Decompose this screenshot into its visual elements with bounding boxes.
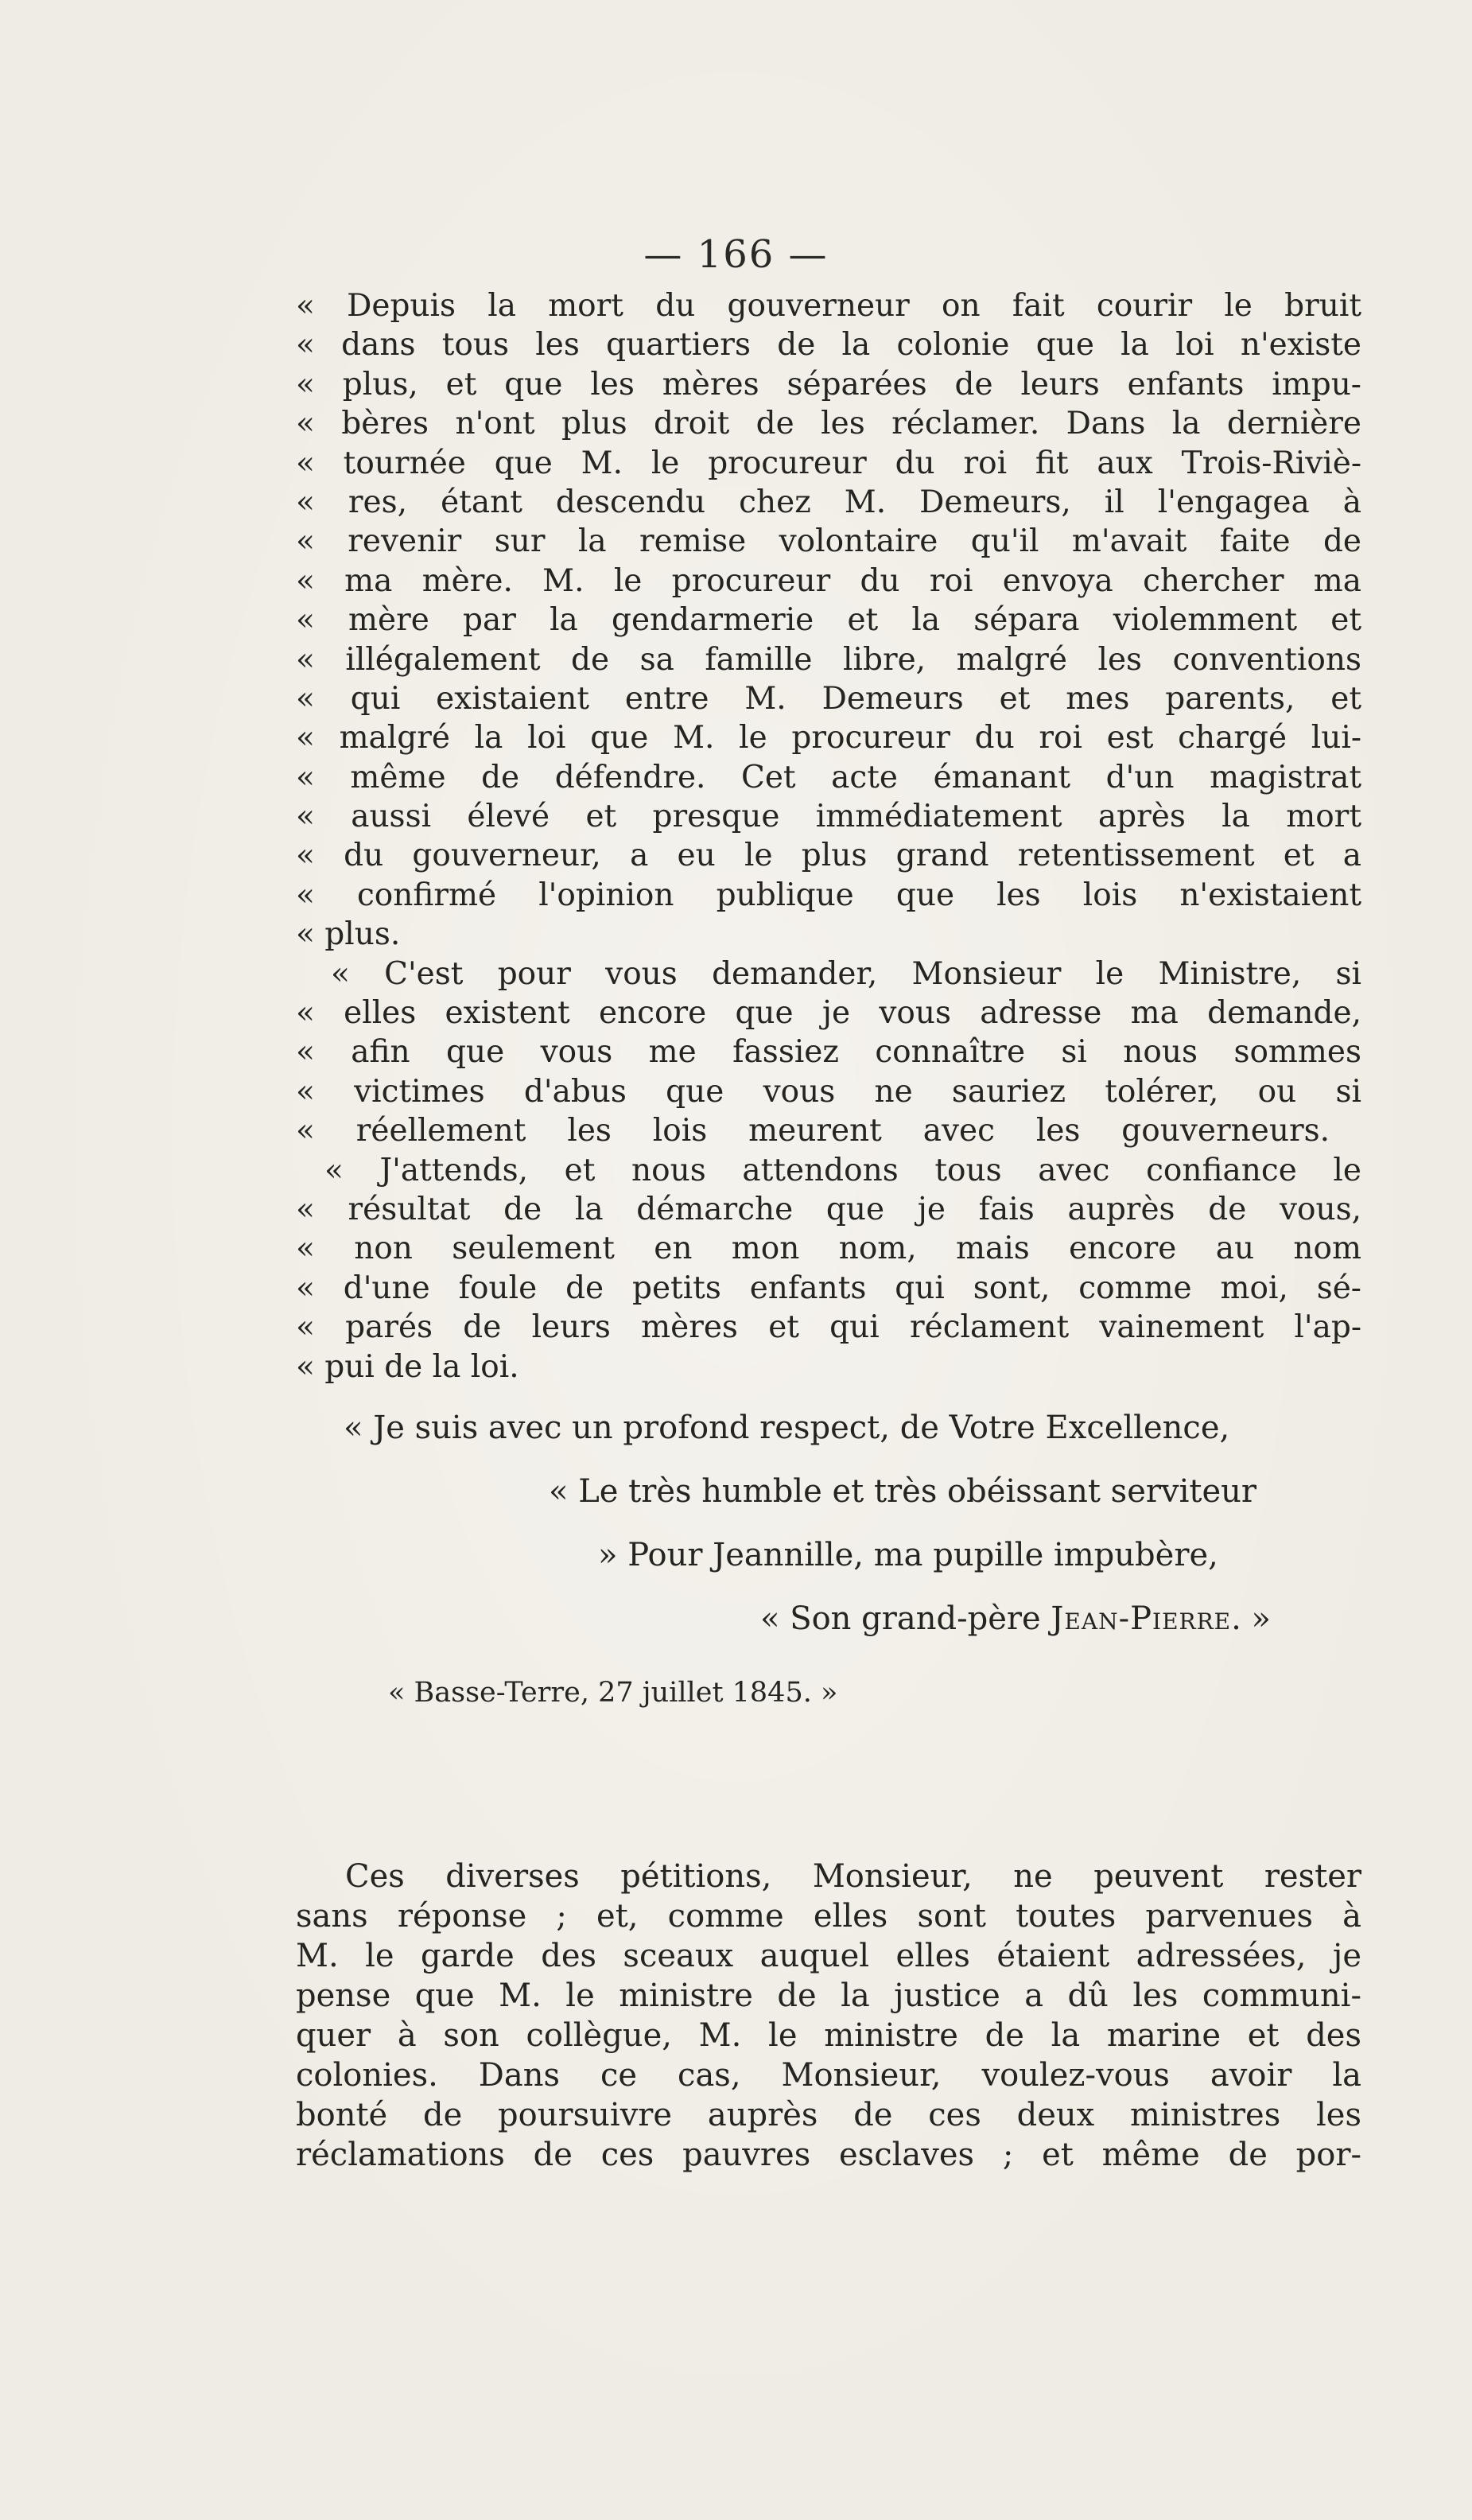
- closing-servant: « Le très humble et très obéissant serviteur: [549, 1473, 1256, 1510]
- text-line: bonté de poursuivre auprès de ces deux ministres les: [296, 2097, 1361, 2133]
- text-line: « mère par la gendarmerie et la sépara violemment et: [296, 602, 1361, 639]
- signature: [760, 1599, 1271, 1639]
- closing-respect: « Je suis avec un profond respect, de Votre Excellence,: [344, 1410, 1230, 1446]
- text-line: M. le garde des sceaux auquel elles étaient adressées, je: [296, 1938, 1361, 1974]
- letter-quote: [296, 286, 1361, 1386]
- text-line: « confirmé l'opinion publique que les lois n'existaient: [296, 877, 1361, 913]
- text-line: réclamations de ces pauvres esclaves ; et même de por-: [296, 2137, 1361, 2173]
- signature-prefix: « Son grand-père: [760, 1600, 1051, 1637]
- text-line: « victimes d'abus que vous ne sauriez tolérer, ou si: [296, 1073, 1361, 1110]
- signature-suffix: . »: [1231, 1600, 1272, 1637]
- signature-name: Jean-Pierre: [1051, 1600, 1232, 1637]
- closing-paragraph: [296, 1857, 1361, 2175]
- text-line: « J'attends, et nous attendons tous avec confiance le: [324, 1152, 1361, 1188]
- text-line: « plus.: [296, 916, 401, 953]
- text-line: colonies. Dans ce cas, Monsieur, voulez-vous avoir la: [296, 2057, 1361, 2094]
- text-line: « tournée que M. le procureur du roi fit aux Trois-Riviè-: [296, 445, 1361, 481]
- text-line: « pui de la loi.: [296, 1348, 519, 1385]
- text-line: « qui existaient entre M. Demeurs et mes parents, et: [296, 680, 1361, 717]
- text-line: « illégalement de sa famille libre, malgré les conventions: [296, 641, 1361, 678]
- text-line: quer à son collègue, M. le ministre de la marine et des: [296, 2017, 1361, 2054]
- text-line: « malgré la loi que M. le procureur du roi est chargé lui-: [296, 720, 1361, 756]
- text-line: « aussi élevé et presque immédiatement après la mort: [296, 799, 1361, 835]
- text-line: « parés de leurs mères et qui réclament vainement l'ap-: [296, 1309, 1361, 1346]
- text-line: « revenir sur la remise volontaire qu'il m'avait faite de: [296, 523, 1361, 560]
- text-line: « ma mère. M. le procureur du roi envoya chercher ma: [296, 562, 1361, 599]
- text-line: « du gouverneur, a eu le plus grand retentissement et a: [296, 838, 1361, 874]
- text-line: « bères n'ont plus droit de les réclamer. Dans la dernière: [296, 406, 1361, 442]
- text-line: sans réponse ; et, comme elles sont toutes parvenues à: [296, 1898, 1361, 1935]
- page-number: — 166 —: [643, 232, 829, 277]
- text-line: « C'est pour vous demander, Monsieur le Ministre, si: [331, 955, 1361, 992]
- text-line: « res, étant descendu chez M. Demeurs, il l'engagea à: [296, 484, 1361, 520]
- closing-ward: » Pour Jeannille, ma pupille impubère,: [598, 1537, 1218, 1573]
- text-line: « résultat de la démarche que je fais auprès de vous,: [296, 1191, 1361, 1227]
- text-line: Ces diverses pétitions, Monsieur, ne peuvent rester: [345, 1858, 1361, 1895]
- text-line: « non seulement en mon nom, mais encore au nom: [296, 1231, 1361, 1267]
- text-line: « même de défendre. Cet acte émanant d'un magistrat: [296, 759, 1361, 795]
- text-line: « afin que vous me fassiez connaître si nous sommes: [296, 1034, 1361, 1071]
- text-line: pense que M. le ministre de la justice a dû les communi-: [296, 1978, 1361, 2014]
- text-line: « Depuis la mort du gouverneur on fait courir le bruit: [296, 288, 1361, 324]
- date-line: « Basse-Terre, 27 juillet 1845. »: [388, 1677, 838, 1709]
- text-line: « réellement les lois meurent avec les gouverneurs.: [296, 1113, 1330, 1149]
- text-line: « dans tous les quartiers de la colonie que la loi n'existe: [296, 327, 1361, 364]
- text-line: « d'une foule de petits enfants qui sont, comme moi, sé-: [296, 1270, 1361, 1306]
- text-line: « plus, et que les mères séparées de leurs enfants impu-: [296, 366, 1361, 402]
- text-line: « elles existent encore que je vous adresse ma demande,: [296, 995, 1361, 1032]
